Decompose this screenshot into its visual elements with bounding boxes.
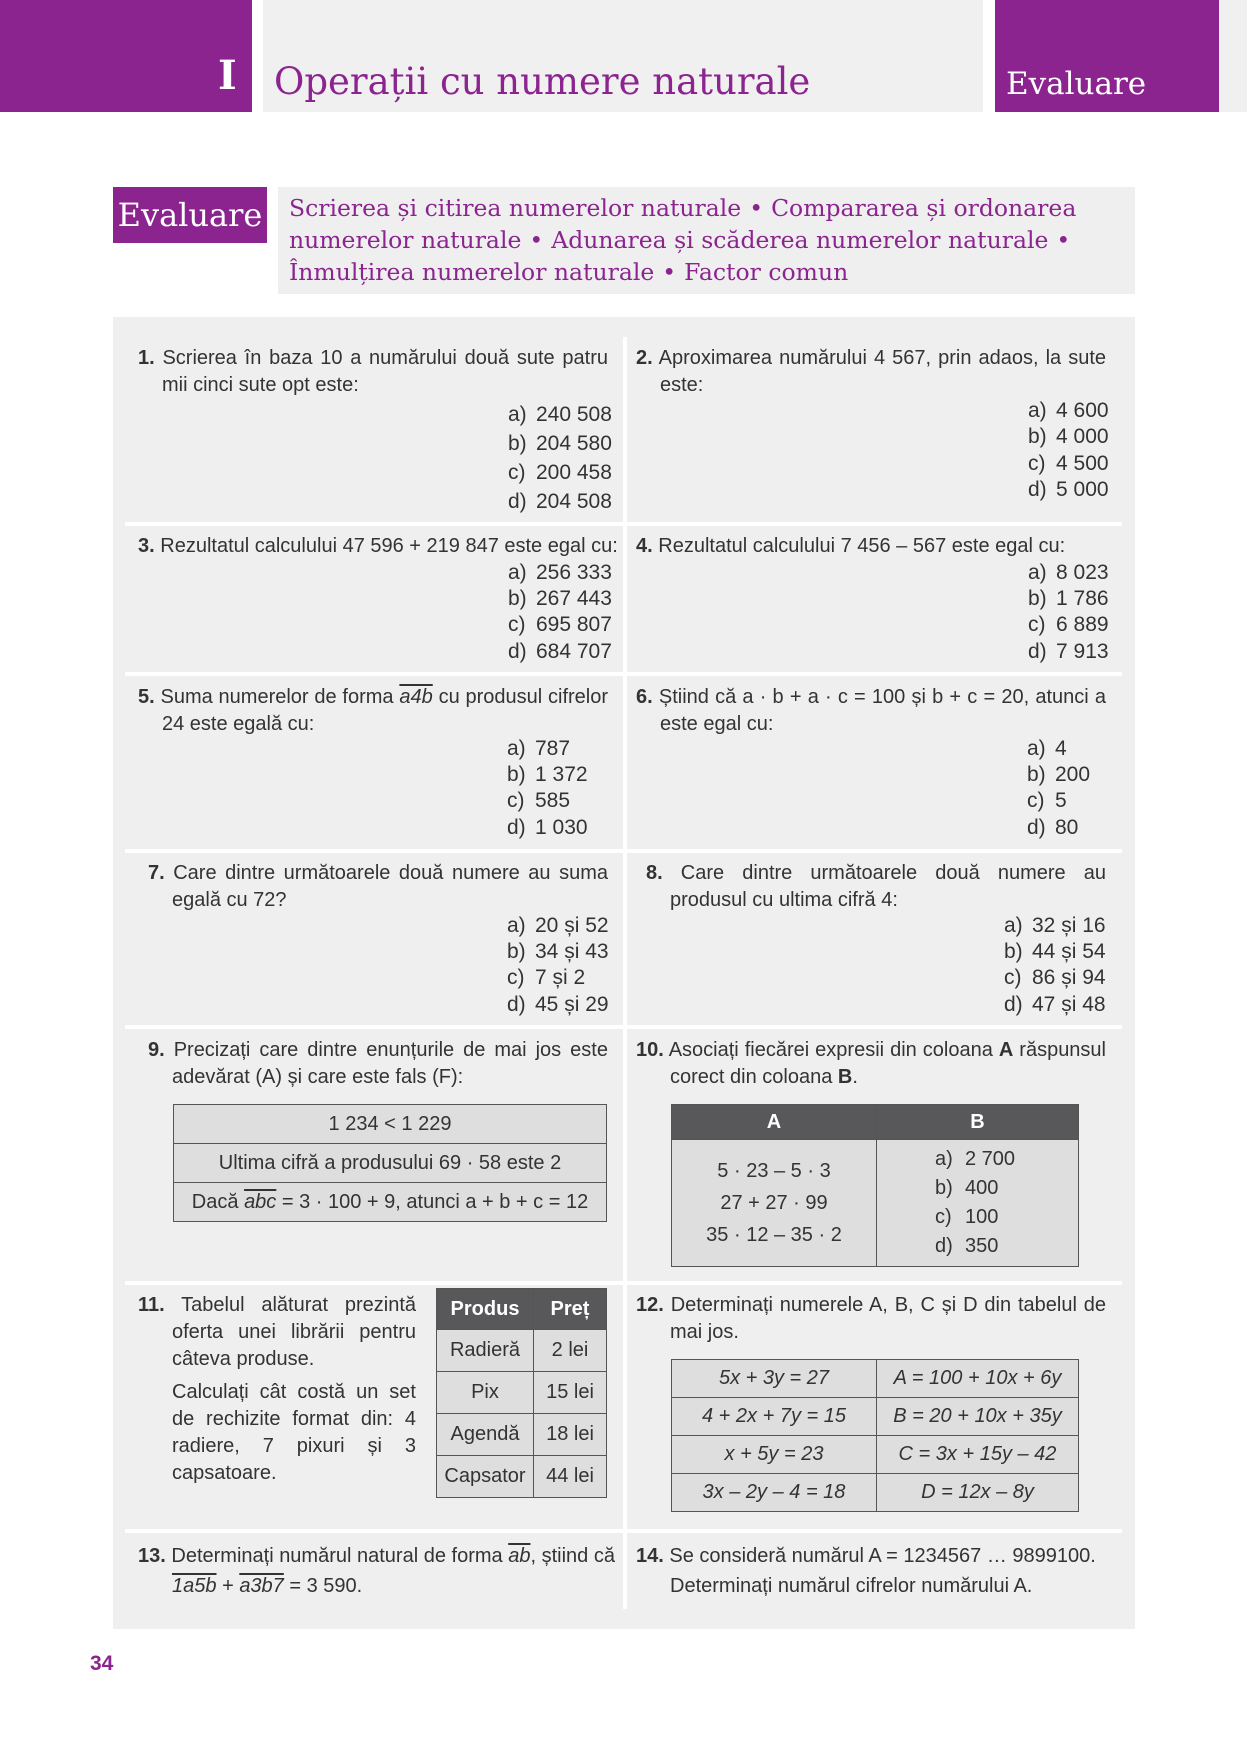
option: d) 7 913 xyxy=(1028,640,1109,663)
option: d) 204 508 xyxy=(508,490,612,513)
exercise-number: 3. xyxy=(138,535,155,557)
exercise-14 xyxy=(636,1541,1106,1601)
expression-cell: C = 3x + 15y – 42 xyxy=(877,1436,1079,1474)
exercise-number: 2. xyxy=(636,347,653,369)
exercise-text: Știind că a · b + a · c = 100 și b + c = 20, atunci a este egal cu: xyxy=(658,686,1106,735)
exercise-text: Aproximarea numărului 4 567, prin adaos, la sute este: xyxy=(658,347,1106,396)
option: a) 32 și 16 xyxy=(1004,914,1106,937)
option: c) 86 și 94 xyxy=(1004,966,1106,989)
row-divider xyxy=(125,672,1122,676)
option: a) 8 023 xyxy=(1028,561,1109,584)
topics-box xyxy=(278,187,1135,294)
option: d) 47 și 48 xyxy=(1004,993,1106,1016)
option: a) 240 508 xyxy=(508,403,612,426)
exercise-11 xyxy=(138,1292,416,1487)
answer: d) 350 xyxy=(935,1235,999,1257)
product-cell: Radieră xyxy=(437,1330,534,1372)
exercise-text: Determinați numerele A, B, C și D din tabelul de mai jos. xyxy=(670,1294,1106,1343)
statement-cell: 1 234 < 1 229 xyxy=(174,1105,607,1144)
expression: 27 + 27 · 99 xyxy=(720,1192,828,1214)
section-title: Evaluare xyxy=(1006,66,1147,102)
exercise-number: 12. xyxy=(636,1294,664,1316)
option: c) 695 807 xyxy=(508,613,612,636)
expressions-cell xyxy=(672,1140,877,1267)
exercise-text: Se consideră numărul A = 1234567 … 9899100. Determinați numărul cifrelor numărului A. xyxy=(669,1545,1096,1597)
option: b) 1 372 xyxy=(507,763,588,786)
option: c) 4 500 xyxy=(1028,452,1109,475)
exercise-number: 4. xyxy=(636,535,653,557)
option: a) 20 și 52 xyxy=(507,914,609,937)
exercise-number: 1. xyxy=(138,347,155,369)
equations-table xyxy=(671,1359,1079,1512)
price-table xyxy=(436,1288,607,1498)
option: d) 5 000 xyxy=(1028,478,1109,501)
product-cell: Agendă xyxy=(437,1414,534,1456)
expression-cell: B = 20 + 10x + 35y xyxy=(877,1398,1079,1436)
option: c) 585 xyxy=(507,789,571,812)
exercise-number: 6. xyxy=(636,686,653,708)
overline-number: $\overline{ab}$ xyxy=(508,1545,531,1567)
option: b) 1 786 xyxy=(1028,587,1109,610)
exercise-number: 5. xyxy=(138,686,155,708)
column-a-header: A xyxy=(672,1105,877,1140)
exercise-4 xyxy=(636,533,1106,560)
option: b) 200 xyxy=(1027,763,1091,786)
exercise-text: Calculați cât costă un set de rechizite format din: 4 radiere, 7 pixuri și 3 capsatoare. xyxy=(172,1381,416,1484)
option: b) 44 și 54 xyxy=(1004,940,1106,963)
option: d) 684 707 xyxy=(508,640,612,663)
exercise-1 xyxy=(138,345,608,399)
overline-number: $\overline{abc}$ xyxy=(244,1190,277,1213)
evaluation-label: Evaluare xyxy=(113,187,267,243)
option: a) 787 xyxy=(507,737,571,760)
answer: a) 2 700 xyxy=(935,1148,1016,1170)
option: c) 7 și 2 xyxy=(507,966,586,989)
option: a) 256 333 xyxy=(508,561,612,584)
row-divider xyxy=(125,1025,1122,1029)
row-divider xyxy=(125,522,1122,526)
option: d) 80 xyxy=(1027,816,1079,839)
answers-cell xyxy=(877,1140,1079,1267)
exercise-number: 9. xyxy=(148,1039,165,1061)
exercise-3 xyxy=(138,533,618,560)
row-divider xyxy=(125,1529,1122,1533)
expression: 35 · 12 – 35 · 2 xyxy=(706,1224,842,1246)
option: b) 267 443 xyxy=(508,587,612,610)
price-cell: 15 lei xyxy=(534,1372,607,1414)
chapter-title: Operații cu numere naturale xyxy=(274,60,811,103)
exercise-7 xyxy=(148,860,608,914)
topic-item: Adunarea și scăderea numerelor naturale xyxy=(551,226,1049,254)
exercise-5: 5. Suma numerelor de forma a4b cu produsul cifrelor 24 este egală cu: xyxy=(138,686,609,735)
answer: b) 400 xyxy=(935,1177,999,1199)
topic-item: Scrierea și citirea numerelor naturale xyxy=(289,194,742,222)
price-cell: 18 lei xyxy=(534,1414,607,1456)
expression-cell: A = 100 + 10x + 6y xyxy=(877,1360,1079,1398)
answer: c) 100 xyxy=(935,1206,999,1228)
option: a) 4 xyxy=(1027,737,1067,760)
topic-item: Factor comun xyxy=(684,258,849,286)
statement-cell: Dacă $\overline{abc} = 3 \cdot 100 + 9$, atunci a + b + c = 12 xyxy=(174,1183,607,1222)
exercise-8 xyxy=(646,860,1106,914)
option: a) 4 600 xyxy=(1028,399,1109,422)
header-chapter-block xyxy=(0,0,252,112)
option: b) 204 580 xyxy=(508,432,612,455)
row-divider xyxy=(125,1281,1122,1285)
product-header: Produs xyxy=(437,1289,534,1330)
statement-cell: Ultima cifră a produsului 69 · 58 este 2 xyxy=(174,1144,607,1183)
exercise-number: 7. xyxy=(148,862,165,884)
statements-table xyxy=(173,1104,607,1222)
option: c) 200 458 xyxy=(508,461,612,484)
price-cell: 2 lei xyxy=(534,1330,607,1372)
exercise-2 xyxy=(636,345,1106,399)
exercise-number: 14. xyxy=(636,1545,664,1567)
option: c) 6 889 xyxy=(1028,613,1109,636)
exercise-text: Care dintre următoarele două numere au suma egală cu 72? xyxy=(172,862,608,911)
exercise-text: Scrierea în baza 10 a numărului două sute patru mii cinci sute opt este: xyxy=(162,347,608,396)
option: d) 45 și 29 xyxy=(507,993,609,1016)
exercise-9 xyxy=(148,1037,608,1091)
exercise-12 xyxy=(636,1292,1106,1346)
exercise-number: 10. xyxy=(636,1039,664,1061)
overline-number: a4b xyxy=(399,686,433,708)
option: b) 34 și 43 xyxy=(507,940,609,963)
exercise-number: 11. xyxy=(138,1294,165,1316)
option: d) 1 030 xyxy=(507,816,588,839)
price-cell: 44 lei xyxy=(534,1456,607,1498)
option: c) 5 xyxy=(1027,789,1067,812)
page-number: 34 xyxy=(90,1652,114,1675)
equation-cell: x + 5y = 23 xyxy=(672,1436,877,1474)
option: b) 4 000 xyxy=(1028,425,1109,448)
row-divider xyxy=(125,849,1122,853)
exercise-text: Tabelul alăturat prezintă oferta unei librării pentru câteva produse. xyxy=(172,1294,416,1370)
overline-number: a3b7 xyxy=(239,1575,284,1597)
header-edge-strip xyxy=(1219,0,1247,112)
equation-cell: 5x + 3y = 27 xyxy=(672,1360,877,1398)
equation-cell: 3x – 2y – 4 = 18 xyxy=(672,1474,877,1512)
overline-number: 1a5b xyxy=(172,1575,217,1597)
exercise-13: 13. Determinați numărul natural de forma $\overline{ab}$, știind că 1a5b + a3b7 = 3 590. xyxy=(138,1545,615,1597)
product-cell: Capsator xyxy=(437,1456,534,1498)
topic-item: Compararea și ordonarea numerelor naturale xyxy=(289,194,1077,254)
exercise-text: Rezultatul calculului 7 456 – 567 este egal cu: xyxy=(658,535,1066,557)
equation-cell: 4 + 2x + 7y = 15 xyxy=(672,1398,877,1436)
exercise-text: Rezultatul calculului 47 596 + 219 847 este egal cu: xyxy=(160,535,618,557)
expression-cell: D = 12x – 8y xyxy=(877,1474,1079,1512)
topics-list: Scrierea și citirea numerelor naturale • Compararea și ordonarea numerelor naturale • Adunarea și scăderea numerelor naturale • Înmulțirea numerelor naturale • Factor comun xyxy=(289,194,1077,286)
chapter-number: I xyxy=(218,52,237,99)
exercise-text: Care dintre următoarele două numere au produsul cu ultima cifră 4: xyxy=(670,862,1106,911)
exercise-number: 13. xyxy=(138,1545,166,1567)
expression: 5 · 23 – 5 · 3 xyxy=(717,1160,831,1182)
exercise-6 xyxy=(636,684,1106,738)
price-header: Preț xyxy=(534,1289,607,1330)
matching-table xyxy=(671,1104,1079,1267)
product-cell: Pix xyxy=(437,1372,534,1414)
topic-item: Înmulțirea numerelor naturale xyxy=(289,258,655,286)
exercise-text: Precizați care dintre enunțurile de mai jos este adevărat (A) și care este fals (F): xyxy=(172,1039,608,1088)
column-b-header: B xyxy=(877,1105,1079,1140)
column-divider xyxy=(623,337,627,1609)
exercise-10: 10. Asociați fiecărei expresii din coloana A răspunsul corect din coloana B. xyxy=(636,1039,1106,1088)
exercise-number: 8. xyxy=(646,862,663,884)
